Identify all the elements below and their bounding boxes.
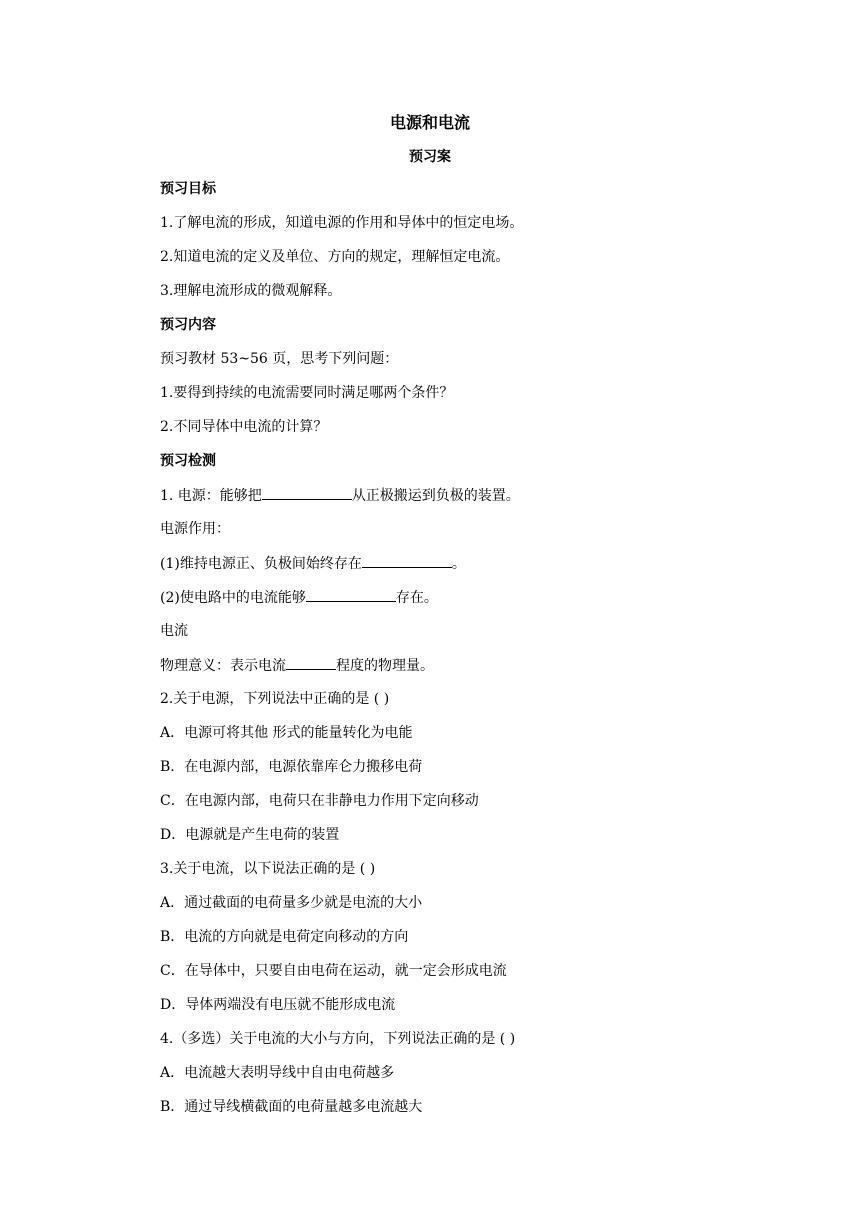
question-1-text-before: 1. 电源：能够把 (160, 488, 262, 504)
test-heading: 预习检测 (160, 453, 216, 469)
question-3-option-a: A．通过截面的电荷量多少就是电流的大小 (160, 895, 423, 911)
document-subtitle: 预习案 (409, 149, 451, 165)
power-role-1-text-before: (1)维持电源正、负极间始终存在 (160, 556, 362, 572)
power-role-2-text-after: 存在。 (395, 590, 438, 606)
power-role-label: 电源作用： (160, 521, 230, 537)
question-1 (160, 485, 520, 506)
fill-blank (306, 587, 396, 602)
content-intro: 预习教材 53~56 页，思考下列问题： (160, 351, 399, 367)
goal-item: 3.理解电流形成的微观解释。 (160, 283, 342, 299)
fill-blank (262, 485, 352, 500)
question-2-option-d: D．电源就是产生电荷的装置 (160, 827, 340, 843)
physical-meaning (160, 655, 434, 676)
power-role-2 (160, 587, 438, 608)
goal-item: 2.知道电流的定义及单位、方向的规定，理解恒定电流。 (160, 249, 510, 265)
power-role-1-text-after: 。 (451, 556, 466, 572)
question-3-stem: 3.关于电流，以下说法正确的是 ( ) (160, 861, 376, 877)
question-3-option-b: B．电流的方向就是电荷定向移动的方向 (160, 929, 409, 945)
question-2-option-a: A．电源可将其他 形式的能量转化为电能 (160, 725, 413, 741)
question-1-text-after: 从正极搬运到负极的装置。 (351, 488, 520, 504)
content-question: 2.不同导体中电流的计算？ (160, 419, 328, 435)
power-role-1 (160, 553, 466, 574)
content-question: 1.要得到持续的电流需要同时满足哪两个条件？ (160, 385, 454, 401)
document-title: 电源和电流 (389, 113, 470, 132)
current-label: 电流 (160, 623, 188, 639)
question-4-option-b: B．通过导线横截面的电荷量越多电流越大 (160, 1099, 423, 1115)
content-heading: 预习内容 (160, 317, 216, 333)
physical-meaning-text-after: 程度的物理量。 (336, 658, 434, 674)
physical-meaning-text-before: 物理意义：表示电流 (160, 658, 286, 674)
fill-blank (286, 655, 336, 670)
question-4-option-a: A．电流越大表明导线中自由电荷越多 (160, 1065, 395, 1081)
question-2-stem: 2.关于电源，下列说法中正确的是 ( ) (160, 691, 390, 707)
question-3-option-d: D．导体两端没有电压就不能形成电流 (160, 997, 396, 1013)
question-2-option-b: B．在电源内部，电源依靠库仑力搬移电荷 (160, 759, 423, 775)
power-role-2-text-before: (2)使电路中的电流能够 (160, 590, 306, 606)
question-4-stem: 4.（多选）关于电流的大小与方向，下列说法正确的是 ( ) (160, 1031, 516, 1047)
goal-item: 1.了解电流的形成，知道电源的作用和导体中的恒定电场。 (160, 215, 524, 231)
fill-blank (362, 553, 452, 568)
question-3-option-c: C．在导体中，只要自由电荷在运动，就一定会形成电流 (160, 963, 507, 979)
goals-heading: 预习目标 (160, 181, 216, 197)
question-2-option-c: C．在电源内部，电荷只在非静电力作用下定向移动 (160, 793, 479, 809)
